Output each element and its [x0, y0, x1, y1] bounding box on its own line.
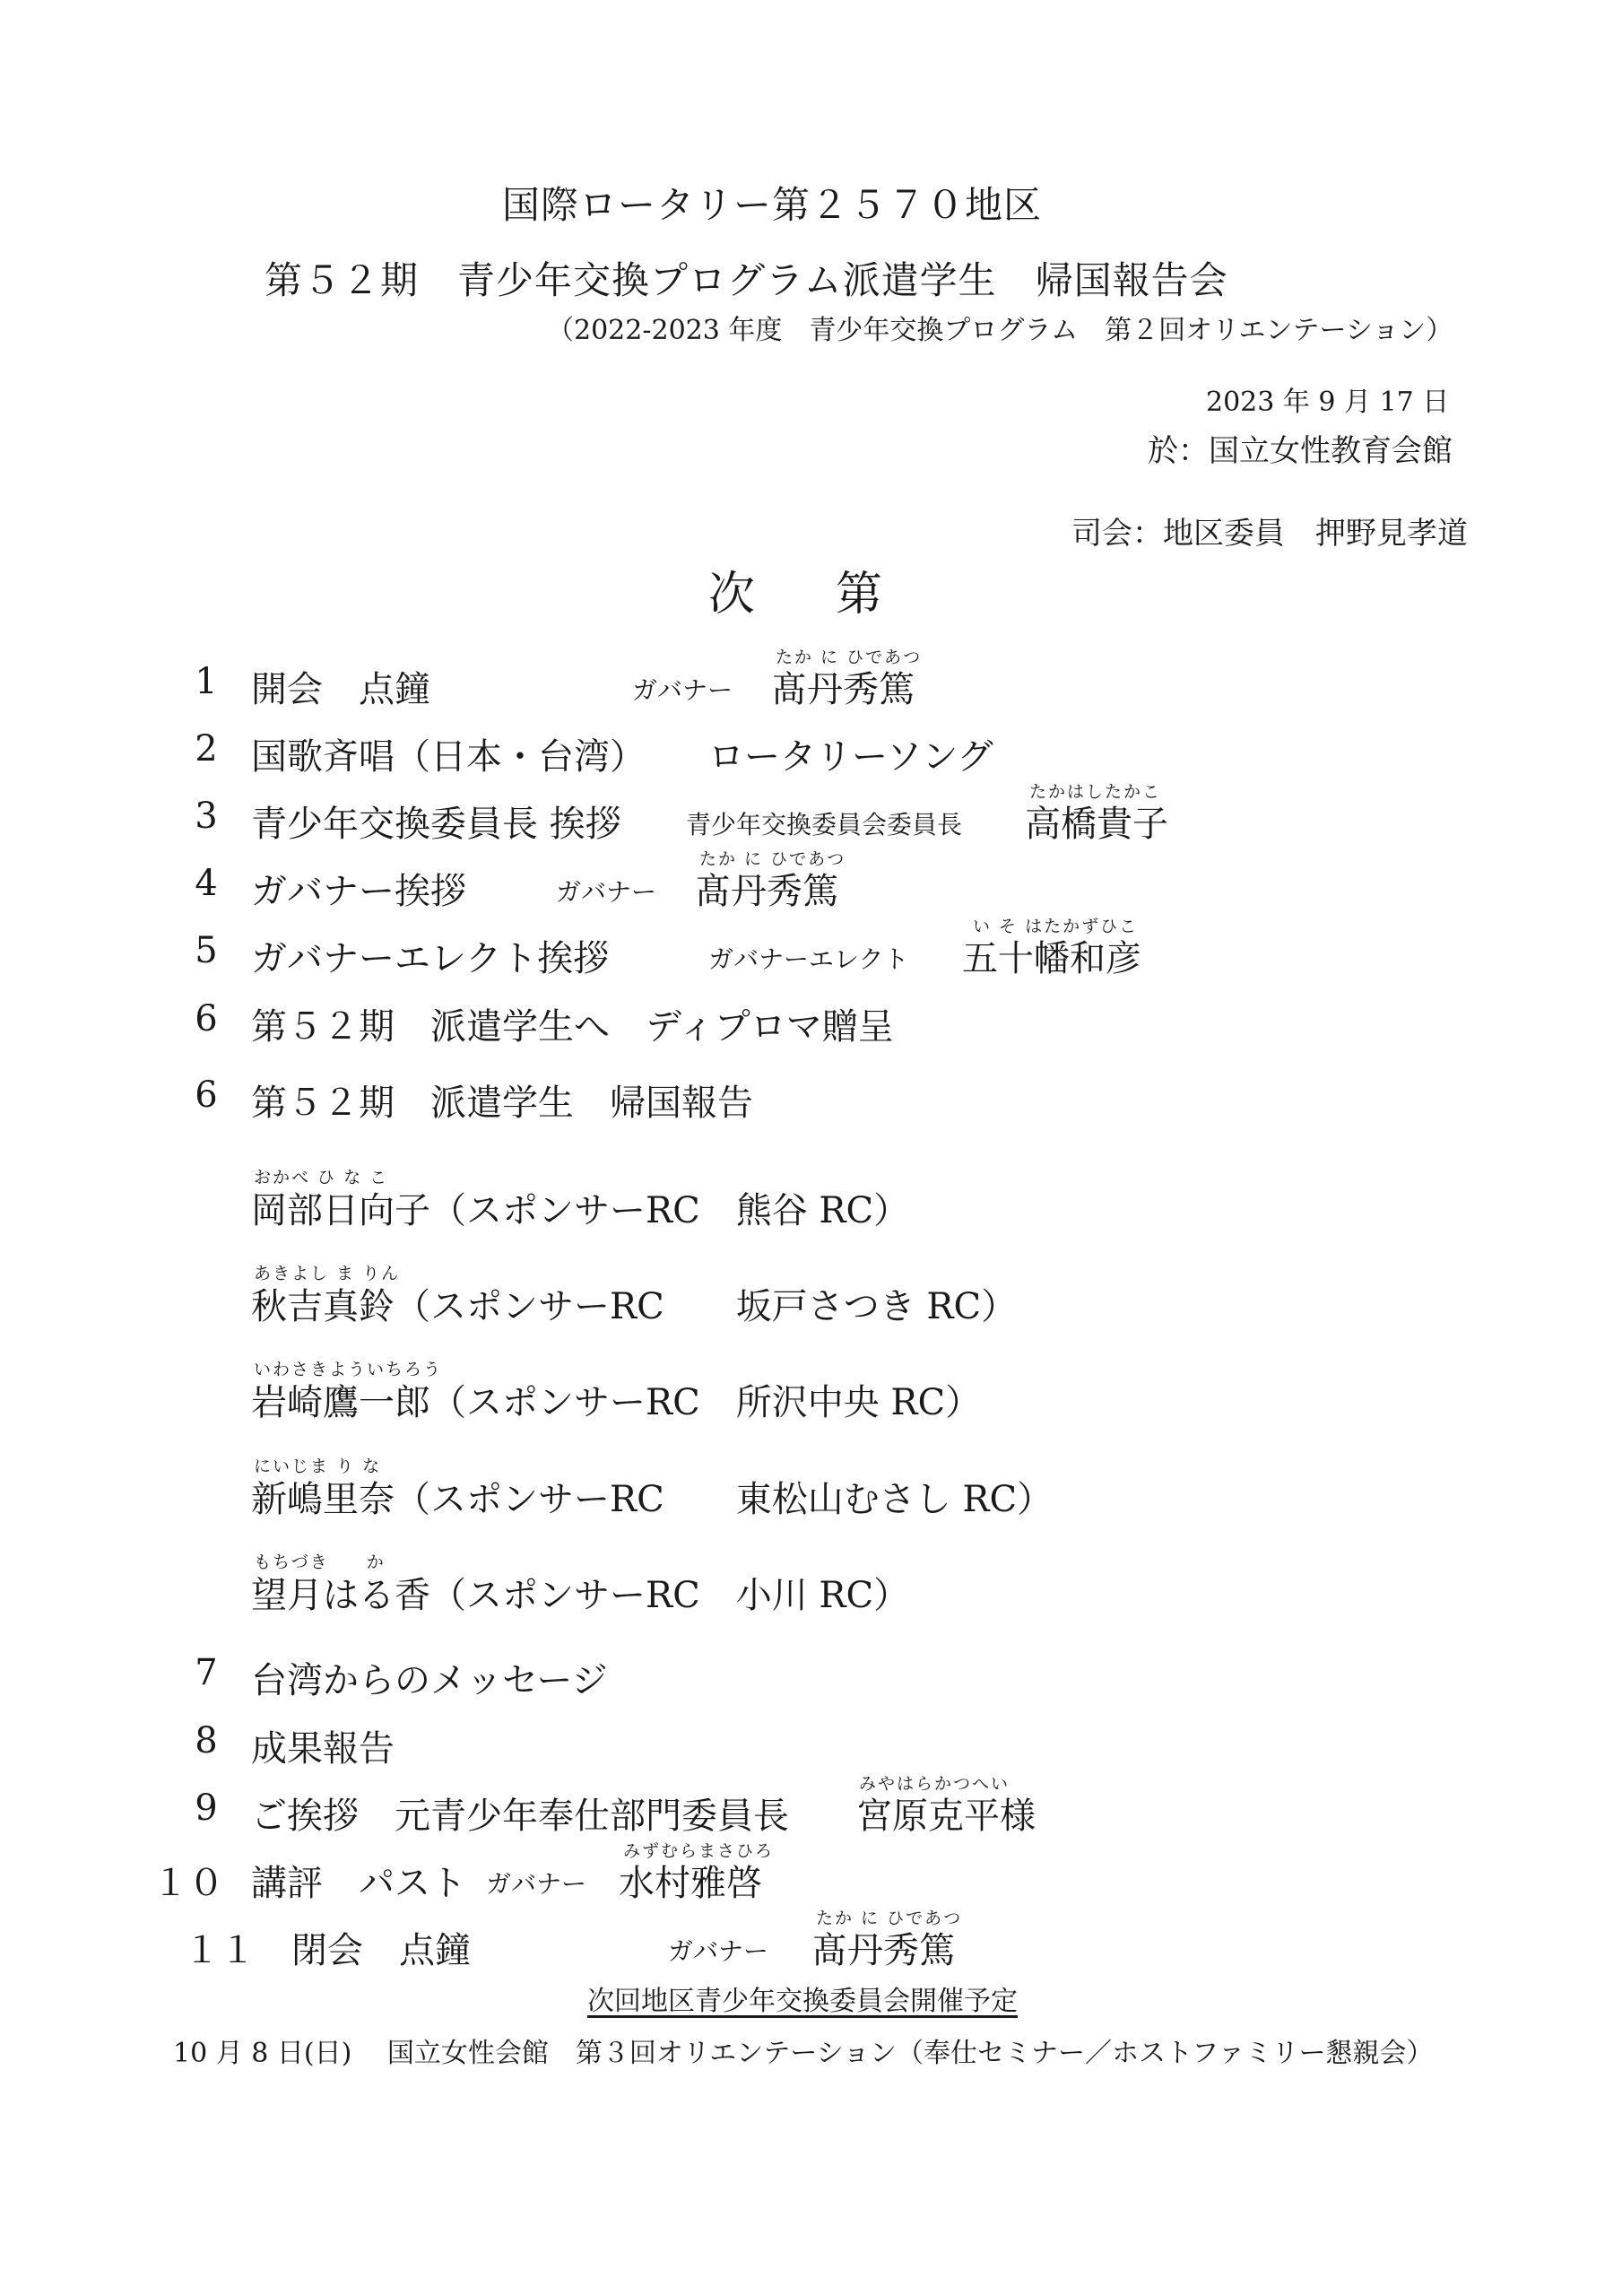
program-heading: 次第	[708, 568, 964, 622]
event-date: 2023 年 9 月 17 日	[1206, 387, 1450, 418]
district-title: 国際ロータリー第２５７０地区	[502, 183, 1043, 227]
student-ruby: もちづき か	[254, 1552, 386, 1572]
item-number: 1	[195, 661, 218, 702]
student-name: 秋吉真鈴	[251, 1286, 395, 1327]
item-role: ガバナー	[668, 1936, 769, 1966]
item-title: 講評 パスト	[251, 1863, 466, 1904]
item-extra: ロータリーソング	[708, 736, 993, 778]
item-number: 6	[195, 998, 218, 1039]
item-role: ガバナーエレクト	[708, 944, 909, 974]
student-sponsor: （スポンサーRC 所沢中央 RC）	[430, 1382, 982, 1423]
item-number: １０	[152, 1863, 224, 1904]
next-meeting-detail: 10 月 8 日(日) 国立女性会館 第３回オリエンテーション（奉仕セミナー／ホストファミリー懇親会）	[173, 2038, 1434, 2069]
item-name: 髙丹秀篤	[771, 669, 915, 710]
item-number: 5	[195, 930, 218, 971]
event-title: 第５２期 青少年交換プログラム派遣学生 帰国報告会	[265, 258, 1228, 302]
student-sponsor: （スポンサーRC 東松山むさし RC）	[395, 1479, 1054, 1520]
item-number: 9	[195, 1787, 218, 1829]
item-title: ガバナーエレクト挨拶	[251, 938, 610, 979]
name-ruby: たかはしたかこ	[1029, 782, 1162, 802]
item-title: 台湾からのメッセージ	[251, 1660, 608, 1701]
item-name: 高橋貴子	[1025, 804, 1168, 845]
name-ruby: い そ はたかずひこ	[973, 917, 1139, 936]
item-role: ガバナー	[486, 1869, 587, 1899]
item-name: 宮原克平様	[856, 1796, 1036, 1837]
student-name: 岩崎鷹一郎	[251, 1382, 430, 1423]
event-venue: 於：国立女性教育会館	[1148, 433, 1453, 469]
student-name: 岡部日向子	[251, 1190, 430, 1231]
name-ruby: たか に ひであつ	[699, 849, 846, 869]
item-title: ご挨拶 元青少年奉仕部門委員長	[251, 1796, 789, 1837]
item-title: 青少年交換委員長 挨拶	[251, 804, 621, 845]
name-ruby: たか に ひであつ	[816, 1909, 963, 1928]
name-ruby: みずむらまさひろ	[623, 1841, 775, 1861]
item-role: ガバナー	[556, 877, 657, 907]
event-subtitle: （2022-2023 年度 青少年交換プログラム 第２回オリエンテーション）	[547, 315, 1453, 346]
item-number: １１	[184, 1930, 256, 1971]
item-number: 2	[195, 728, 218, 770]
next-meeting-title: 次回地区青少年交換委員会開催予定	[587, 1986, 1018, 2017]
item-name: 髙丹秀篤	[811, 1930, 955, 1971]
item-role: 青少年交換委員会委員長	[686, 810, 963, 839]
item-number: 6	[195, 1074, 218, 1116]
item-title: 第５２期 派遣学生 帰国報告	[251, 1083, 753, 1124]
student-sponsor: （スポンサーRC 坂戸さつき RC）	[395, 1286, 1018, 1327]
item-name: 五十幡和彦	[962, 938, 1141, 979]
student-ruby: にいじま り な	[254, 1457, 382, 1476]
student-sponsor: （スポンサーRC 小川 RC）	[430, 1575, 910, 1616]
item-title: ガバナー挨拶	[251, 871, 466, 912]
item-title: 開会 点鐘	[251, 669, 430, 710]
student-ruby: いわさきよういちろう	[254, 1360, 443, 1379]
item-number: 7	[195, 1652, 218, 1693]
item-name: 髙丹秀篤	[695, 871, 838, 912]
student-name: 望月はる香	[251, 1575, 430, 1616]
student-ruby: おかべ ひ な こ	[254, 1168, 389, 1187]
student-sponsor: （スポンサーRC 熊谷 RC）	[430, 1190, 910, 1231]
name-ruby: みやはらかつへい	[859, 1774, 1010, 1794]
item-title: 第５２期 派遣学生へ ディプロマ贈呈	[251, 1006, 894, 1048]
item-number: 8	[195, 1720, 218, 1761]
student-name: 新嶋里奈	[251, 1479, 395, 1520]
student-ruby: あきよし ま りん	[254, 1264, 401, 1283]
item-title: 閉会 点鐘	[291, 1930, 471, 1971]
item-name: 水村雅啓	[619, 1863, 762, 1904]
item-role: ガバナー	[632, 675, 733, 705]
item-number: 4	[195, 863, 218, 904]
name-ruby: たか に ひであつ	[776, 648, 923, 667]
item-number: 3	[195, 796, 218, 837]
mc-line: 司会：地区委員 押野見孝道	[1071, 516, 1468, 552]
item-title: 国歌斉唱（日本・台湾）	[251, 736, 646, 778]
item-title: 成果報告	[251, 1728, 395, 1770]
